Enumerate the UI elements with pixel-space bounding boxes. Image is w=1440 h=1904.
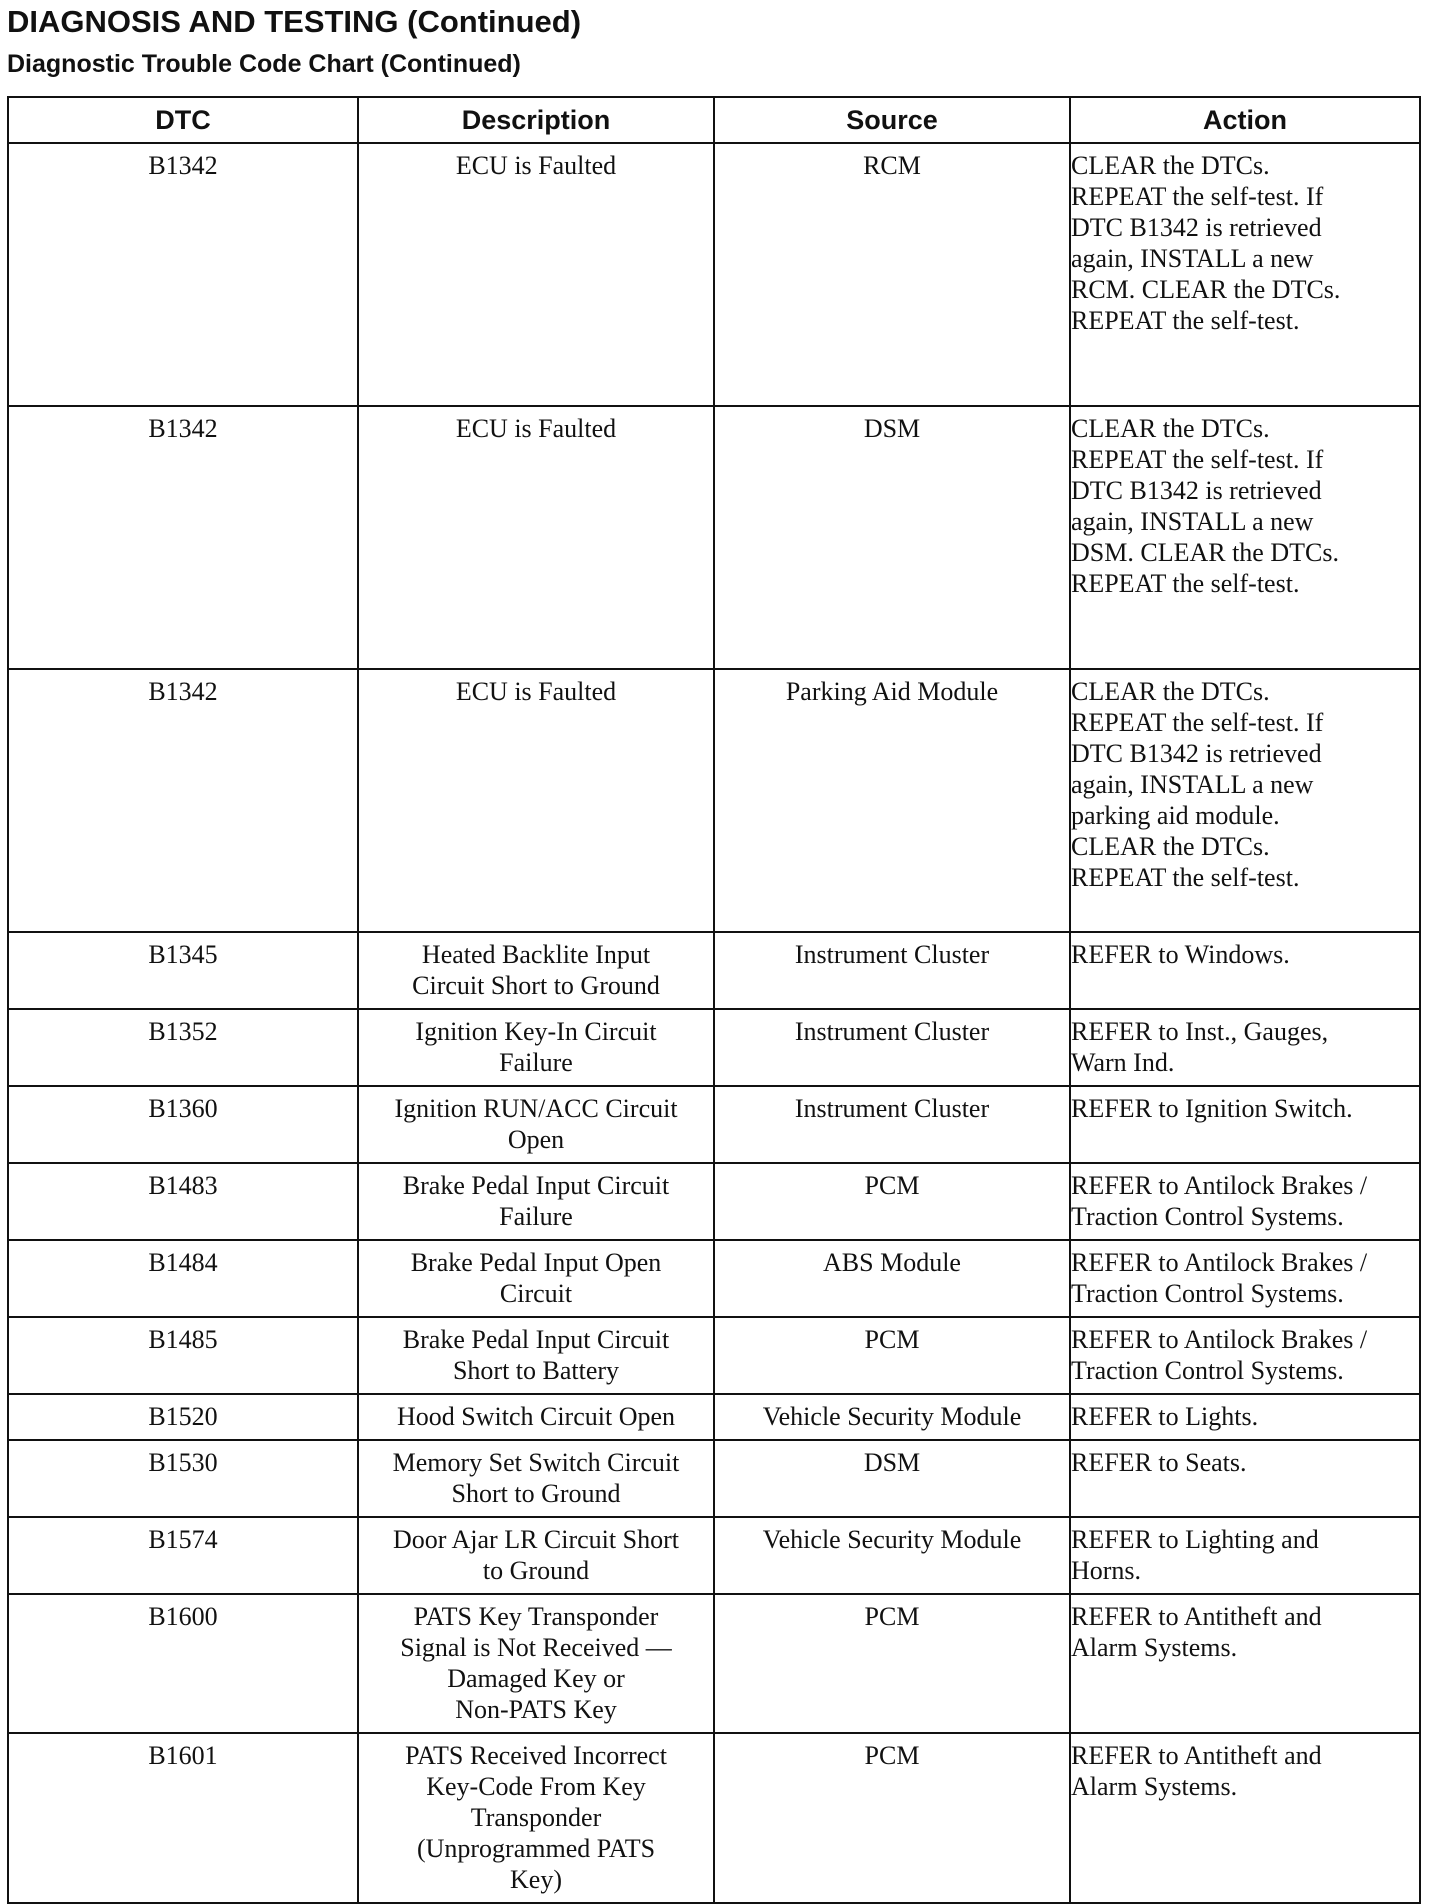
description-cell-line: Key): [510, 1865, 562, 1894]
page-heading: DIAGNOSIS AND TESTING (Continued): [7, 4, 582, 39]
action-cell-line: Alarm Systems.: [1071, 1633, 1238, 1662]
action-cell-line: Traction Control Systems.: [1071, 1202, 1344, 1231]
action-cell-line: DTC B1342 is retrieved: [1071, 213, 1322, 242]
dtc-code-cell: B1484: [8, 1240, 358, 1317]
description-cell-line: PATS Key Transponder: [413, 1602, 659, 1631]
action-cell-line: REFER to Antitheft and: [1071, 1741, 1322, 1770]
source-cell: Vehicle Security Module: [714, 1394, 1070, 1440]
description-cell-line: Brake Pedal Input Circuit: [402, 1171, 670, 1200]
description-cell: [358, 406, 714, 669]
table-header: [8, 97, 1420, 143]
action-cell-line: REFER to Antilock Brakes /: [1071, 1171, 1368, 1200]
description-cell-line: ECU is Faulted: [455, 677, 617, 706]
table-row: [8, 1733, 1420, 1903]
action-cell-line: REPEAT the self-test. If: [1071, 182, 1324, 211]
action-cell-line: REPEAT the self-test. If: [1071, 708, 1324, 737]
action-cell-line: DSM. CLEAR the DTCs.: [1071, 538, 1339, 567]
column-header-dtc: DTC: [8, 97, 358, 143]
table-row: [8, 932, 1420, 1009]
dtc-code-cell: B1574: [8, 1517, 358, 1594]
description-cell-line: Door Ajar LR Circuit Short: [393, 1525, 679, 1554]
chart-subheading: Diagnostic Trouble Code Chart (Continued): [7, 50, 521, 78]
description-cell: [358, 1163, 714, 1240]
description-cell-line: PATS Received Incorrect: [405, 1741, 667, 1770]
dtc-code-cell: B1342: [8, 406, 358, 669]
description-cell: [358, 1440, 714, 1517]
dtc-code-cell: B1483: [8, 1163, 358, 1240]
dtc-code-cell: B1520: [8, 1394, 358, 1440]
action-cell-line: Horns.: [1071, 1556, 1142, 1585]
description-cell-line: Signal is Not Received —: [400, 1633, 672, 1662]
description-cell-line: Non-PATS Key: [455, 1695, 617, 1724]
action-cell-line: REFER to Windows.: [1071, 940, 1290, 969]
action-cell: [1070, 1394, 1420, 1440]
action-cell-line: CLEAR the DTCs.: [1071, 414, 1270, 443]
description-cell: [358, 1009, 714, 1086]
action-cell: [1070, 143, 1420, 406]
action-cell: [1070, 1517, 1420, 1594]
action-cell-line: REFER to Seats.: [1071, 1448, 1247, 1477]
action-cell-line: REFER to Antilock Brakes /: [1071, 1248, 1368, 1277]
description-cell-line: Circuit Short to Ground: [412, 971, 660, 1000]
description-cell-line: to Ground: [482, 1556, 590, 1585]
column-header-description: Description: [358, 97, 714, 143]
dtc-chart-table: [7, 96, 1421, 1904]
description-cell-line: Memory Set Switch Circuit: [392, 1448, 680, 1477]
description-cell-line: Circuit: [499, 1279, 573, 1308]
table-row: [8, 1009, 1420, 1086]
description-cell-line: (Unprogrammed PATS: [416, 1834, 656, 1863]
action-cell: [1070, 1317, 1420, 1394]
action-cell-line: REFER to Inst., Gauges,: [1071, 1017, 1329, 1046]
source-cell: PCM: [714, 1163, 1070, 1240]
source-cell: DSM: [714, 1440, 1070, 1517]
dtc-code-cell: B1352: [8, 1009, 358, 1086]
description-cell-line: Open: [507, 1125, 565, 1154]
source-cell: DSM: [714, 406, 1070, 669]
action-cell-line: REFER to Antitheft and: [1071, 1602, 1322, 1631]
action-cell-line: DTC B1342 is retrieved: [1071, 739, 1322, 768]
table-row: [8, 669, 1420, 932]
action-cell-line: again, INSTALL a new: [1071, 770, 1314, 799]
table-row: [8, 1517, 1420, 1594]
action-cell-line: again, INSTALL a new: [1071, 244, 1314, 273]
action-cell-line: REFER to Lights.: [1071, 1402, 1259, 1431]
action-cell: [1070, 932, 1420, 1009]
description-cell: [358, 1086, 714, 1163]
description-cell: [358, 1240, 714, 1317]
action-cell-line: Traction Control Systems.: [1071, 1356, 1344, 1385]
dtc-code-cell: B1342: [8, 669, 358, 932]
description-cell: [358, 1594, 714, 1733]
header-row: [8, 97, 1420, 143]
action-cell-line: CLEAR the DTCs.: [1071, 151, 1270, 180]
description-cell-line: Short to Battery: [452, 1356, 620, 1385]
dtc-code-cell: B1342: [8, 143, 358, 406]
description-cell-line: ECU is Faulted: [455, 414, 617, 443]
source-cell: PCM: [714, 1733, 1070, 1903]
description-cell-line: Failure: [499, 1202, 573, 1231]
action-cell: [1070, 1594, 1420, 1733]
dtc-code-cell: B1345: [8, 932, 358, 1009]
source-cell: PCM: [714, 1594, 1070, 1733]
table-row: [8, 143, 1420, 406]
action-cell-line: REPEAT the self-test. If: [1071, 445, 1324, 474]
action-cell: [1070, 1440, 1420, 1517]
source-cell: Instrument Cluster: [714, 1086, 1070, 1163]
action-cell-line: REPEAT the self-test.: [1071, 569, 1300, 598]
description-cell-line: Damaged Key or: [447, 1664, 625, 1693]
description-cell-line: Brake Pedal Input Open: [410, 1248, 662, 1277]
table-row: [8, 1086, 1420, 1163]
description-cell-line: Transponder: [470, 1803, 602, 1832]
description-cell: [358, 1733, 714, 1903]
source-cell: Parking Aid Module: [714, 669, 1070, 932]
table-row: [8, 1594, 1420, 1733]
description-cell: [358, 932, 714, 1009]
table-row: [8, 1317, 1420, 1394]
action-cell-line: CLEAR the DTCs.: [1071, 677, 1270, 706]
source-cell: Vehicle Security Module: [714, 1517, 1070, 1594]
action-cell-line: DTC B1342 is retrieved: [1071, 476, 1322, 505]
action-cell: [1070, 669, 1420, 932]
source-cell: RCM: [714, 143, 1070, 406]
action-cell-line: REFER to Lighting and: [1071, 1525, 1319, 1554]
table-row: [8, 1240, 1420, 1317]
description-cell-line: Brake Pedal Input Circuit: [402, 1325, 670, 1354]
description-cell-line: Ignition Key-In Circuit: [415, 1017, 657, 1046]
description-cell: [358, 669, 714, 932]
dtc-code-cell: B1360: [8, 1086, 358, 1163]
action-cell: [1070, 406, 1420, 669]
dtc-code-cell: B1600: [8, 1594, 358, 1733]
action-cell-line: again, INSTALL a new: [1071, 507, 1314, 536]
column-header-source: Source: [714, 97, 1070, 143]
source-cell: Instrument Cluster: [714, 1009, 1070, 1086]
action-cell-line: Traction Control Systems.: [1071, 1279, 1344, 1308]
action-cell-line: CLEAR the DTCs.: [1071, 832, 1270, 861]
action-cell: [1070, 1009, 1420, 1086]
action-cell-line: REFER to Antilock Brakes /: [1071, 1325, 1368, 1354]
description-cell-line: Hood Switch Circuit Open: [396, 1402, 676, 1431]
table-row: [8, 406, 1420, 669]
action-cell-line: REFER to Ignition Switch.: [1071, 1094, 1353, 1123]
action-cell: [1070, 1163, 1420, 1240]
source-cell: PCM: [714, 1317, 1070, 1394]
description-cell: [358, 1517, 714, 1594]
action-cell: [1070, 1240, 1420, 1317]
dtc-code-cell: B1485: [8, 1317, 358, 1394]
action-cell: [1070, 1733, 1420, 1903]
action-cell: [1070, 1086, 1420, 1163]
dtc-code-cell: B1601: [8, 1733, 358, 1903]
description-cell-line: Key-Code From Key: [426, 1772, 646, 1801]
action-cell-line: Warn Ind.: [1071, 1048, 1175, 1077]
description-cell-line: Failure: [499, 1048, 573, 1077]
description-cell-line: ECU is Faulted: [455, 151, 617, 180]
dtc-code-cell: B1530: [8, 1440, 358, 1517]
description-cell: [358, 1394, 714, 1440]
description-cell-line: Heated Backlite Input: [421, 940, 651, 969]
table-row: [8, 1440, 1420, 1517]
table-row: [8, 1394, 1420, 1440]
column-header-action: Action: [1070, 97, 1420, 143]
action-cell-line: RCM. CLEAR the DTCs.: [1071, 275, 1341, 304]
action-cell-line: parking aid module.: [1071, 801, 1280, 830]
action-cell-line: Alarm Systems.: [1071, 1772, 1238, 1801]
description-cell-line: Ignition RUN/ACC Circuit: [394, 1094, 678, 1123]
table-row: [8, 1163, 1420, 1240]
source-cell: ABS Module: [714, 1240, 1070, 1317]
action-cell-line: REPEAT the self-test.: [1071, 306, 1300, 335]
description-cell: [358, 1317, 714, 1394]
source-cell: Instrument Cluster: [714, 932, 1070, 1009]
action-cell-line: REPEAT the self-test.: [1071, 863, 1300, 892]
description-cell: [358, 143, 714, 406]
table-body: [8, 143, 1420, 1903]
description-cell-line: Short to Ground: [451, 1479, 621, 1508]
